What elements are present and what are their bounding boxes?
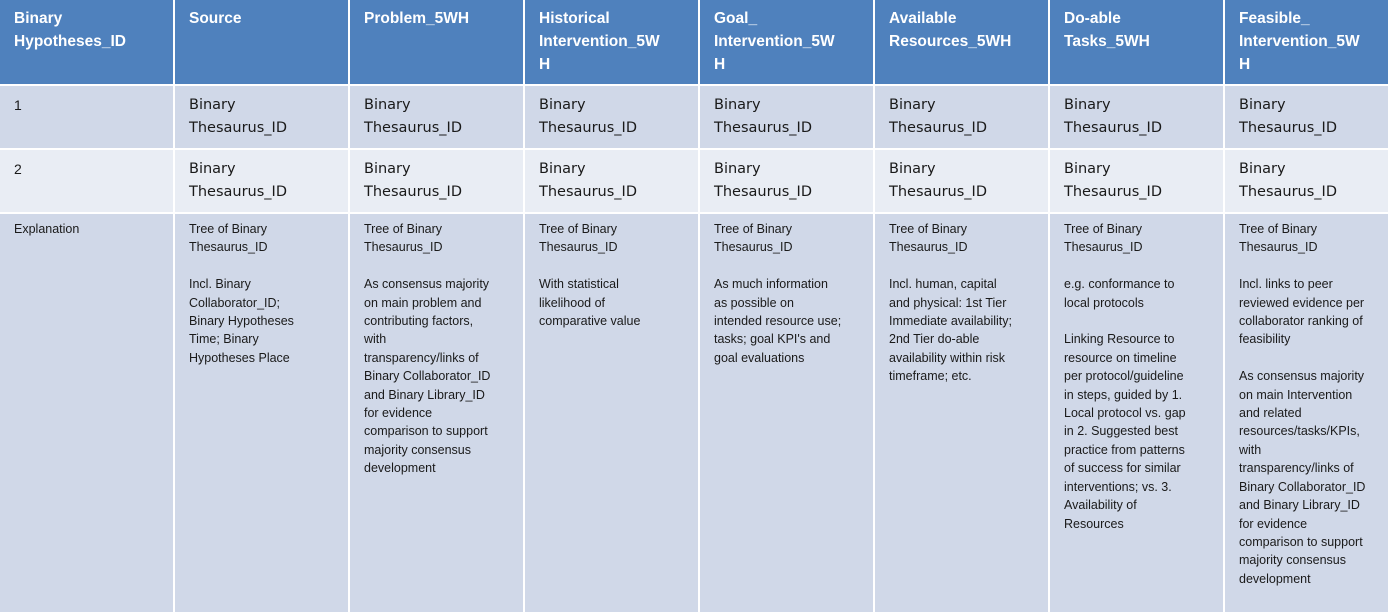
explanation-row (0, 214, 1388, 612)
row-id: 1 (0, 86, 173, 148)
table-cell: Binary Thesaurus_ID (1225, 150, 1388, 212)
table-cell: Binary Thesaurus_ID (175, 86, 348, 148)
header-doable-tasks: Do-able Tasks_5WH (1050, 0, 1223, 84)
header-source: Source (175, 0, 348, 84)
header-problem: Problem_5WH (350, 0, 523, 84)
header-feasible-intervention: Feasible_ Intervention_5W H (1225, 0, 1388, 84)
row-id: 2 (0, 150, 173, 212)
table-cell: Binary Thesaurus_ID (700, 86, 873, 148)
table-cell: Binary Thesaurus_ID (875, 86, 1048, 148)
table-cell: Binary Thesaurus_ID (700, 150, 873, 212)
table-cell: Binary Thesaurus_ID (350, 86, 523, 148)
header-goal-intervention: Goal_ Intervention_5W H (700, 0, 873, 84)
table-cell: Binary Thesaurus_ID (1225, 86, 1388, 148)
explanation-cell: Tree of Binary Thesaurus_ID Incl. Binary Collaborator_ID; Binary Hypotheses Time; Binary Hypotheses Place (175, 214, 348, 612)
table-cell: Binary Thesaurus_ID (875, 150, 1048, 212)
header-binary-hypotheses-id: Binary Hypotheses_ID (0, 0, 173, 84)
table-cell: Binary Thesaurus_ID (175, 150, 348, 212)
table-cell: Binary Thesaurus_ID (1050, 150, 1223, 212)
explanation-label: Explanation (0, 214, 173, 612)
table-cell: Binary Thesaurus_ID (525, 86, 698, 148)
table-cell: Binary Thesaurus_ID (350, 150, 523, 212)
explanation-cell: Tree of Binary Thesaurus_ID With statistical likelihood of comparative value (525, 214, 698, 612)
explanation-cell: Tree of Binary Thesaurus_ID Incl. human, capital and physical: 1st Tier Immediate availability; 2nd Tier do-able availability within risk timeframe; etc. (875, 214, 1048, 612)
table-row (0, 86, 1388, 148)
explanation-cell: Tree of Binary Thesaurus_ID As consensus majority on main problem and contributing factors, with transparency/links of Binary Collaborator_ID and Binary Library_ID for evidence comparison to support majority consensus development (350, 214, 523, 612)
explanation-cell: Tree of Binary Thesaurus_ID As much information as possible on intended resource use; tasks; goal KPI's and goal evaluations (700, 214, 873, 612)
table-cell: Binary Thesaurus_ID (525, 150, 698, 212)
table-row (0, 150, 1388, 212)
table-cell: Binary Thesaurus_ID (1050, 86, 1223, 148)
header-available-resources: Available Resources_5WH (875, 0, 1048, 84)
explanation-cell: Tree of Binary Thesaurus_ID e.g. conformance to local protocols Linking Resource to resource on timeline per protocol/guideline in steps, guided by 1. Local protocol vs. gap in 2. Suggested best practice from patterns of success for similar interventions; vs. 3. Availability of Resources (1050, 214, 1223, 612)
header-row (0, 0, 1388, 84)
explanation-cell: Tree of Binary Thesaurus_ID Incl. links to peer reviewed evidence per collaborator ranking of feasibility As consensus majority on main Intervention and related resources/tasks/KPIs, with transparency/links of Binary Collaborator_ID and Binary Library_ID for evidence comparison to support majority consensus development (1225, 214, 1388, 612)
header-historical-intervention: Historical Intervention_5W H (525, 0, 698, 84)
